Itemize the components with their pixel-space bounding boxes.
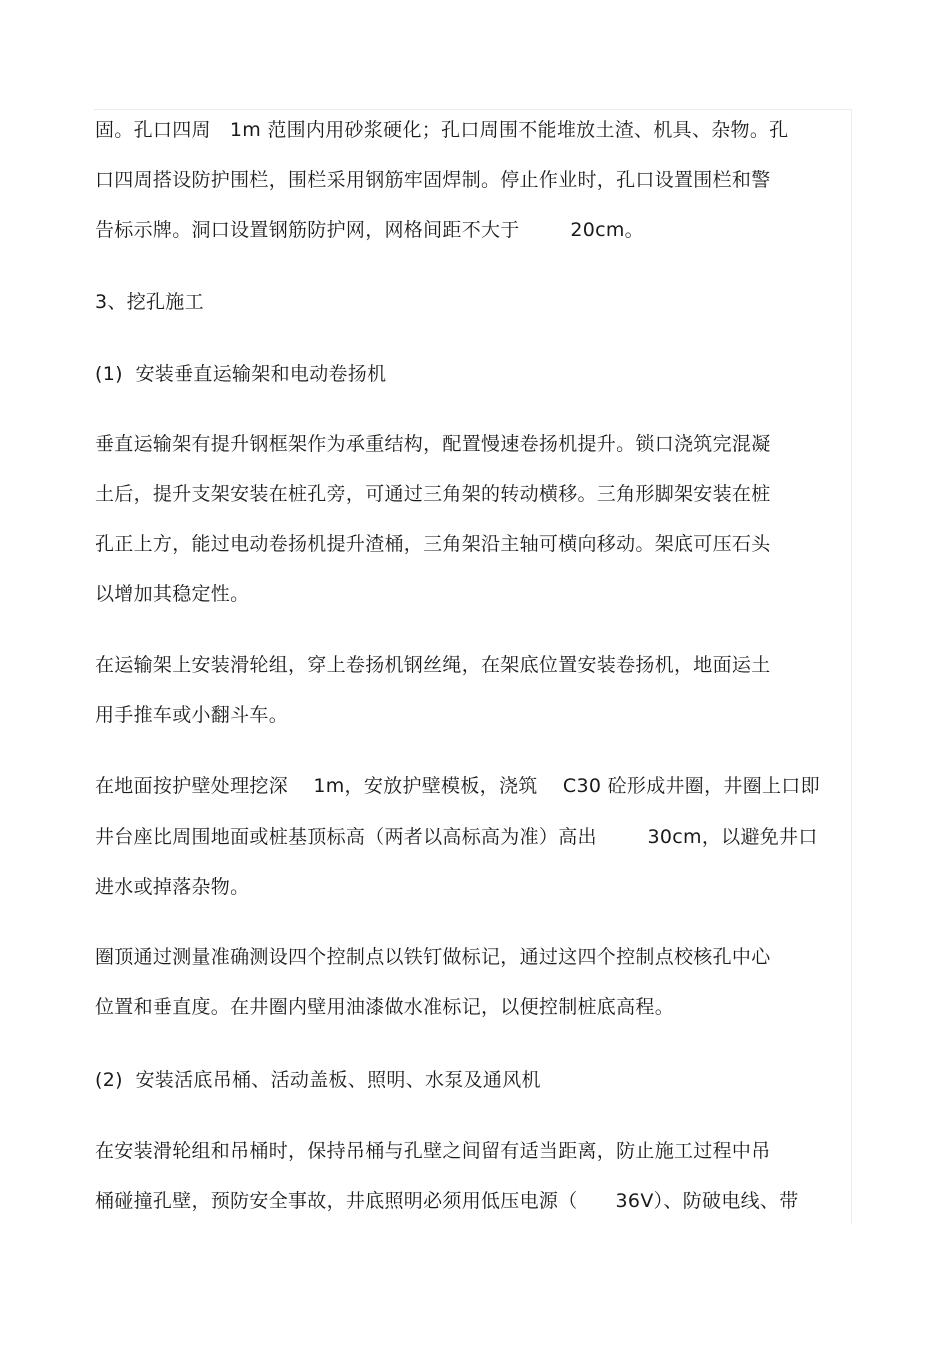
- text-line: 固。孔口四周 1m 范围内用砂浆硬化；孔口周围不能堆放土渣、机具、杂物。孔: [95, 119, 789, 141]
- text-line: 在安装滑轮组和吊桶时，保持吊桶与孔壁之间留有适当距离，防止施工过程中吊: [95, 1140, 771, 1162]
- text-line: 位置和垂直度。在井圈内壁用油漆做水准标记，以便控制桩底高程。: [95, 996, 675, 1018]
- text-line: 土后，提升支架安装在桩孔旁，可通过三角架的转动横移。三角形脚架安装在桩: [95, 483, 771, 505]
- subsection-heading: (2) 安装活底吊桶、活动盖板、照明、水泵及通风机: [95, 1069, 541, 1091]
- text-line: 在地面按护壁处理挖深 1m，安放护壁模板，浇筑 C30 砼形成井圈，井圈上口即: [95, 775, 820, 797]
- text-line: 用手推车或小翻斗车。: [95, 704, 289, 726]
- text-line: 垂直运输架有提升钢框架作为承重结构，配置慢速卷扬机提升。锁口浇筑完混凝: [95, 433, 771, 455]
- text-line: 口四周搭设防护围栏，围栏采用钢筋牢固焊制。停止作业时，孔口设置围栏和警: [95, 169, 771, 191]
- section-heading: 3、挖孔施工: [95, 291, 204, 313]
- text-line: 进水或掉落杂物。: [95, 876, 250, 898]
- text-line: 在运输架上安装滑轮组，穿上卷扬机钢丝绳，在架底位置安装卷扬机，地面运土: [95, 654, 771, 676]
- text-line: 孔正上方，能过电动卷扬机提升渣桶，三角架沿主轴可横向移动。架底可压石头: [95, 533, 771, 555]
- text-line: 以增加其稳定性。: [95, 583, 250, 605]
- text-line: 圈顶通过测量准确测设四个控制点以铁钉做标记，通过这四个控制点校核孔中心: [95, 946, 771, 968]
- text-line: 告标示牌。洞口设置钢筋防护网，网格间距不大于 20cm。: [95, 219, 644, 241]
- text-line: 井台座比周围地面或桩基顶标高（两者以高标高为准）高出 30cm，以避免井口: [95, 826, 818, 848]
- subsection-heading: (1) 安装垂直运输架和电动卷扬机: [95, 363, 387, 385]
- text-line: 桶碰撞孔壁，预防安全事故，井底照明必须用低压电源（ 36V）、防破电线、带: [95, 1190, 799, 1212]
